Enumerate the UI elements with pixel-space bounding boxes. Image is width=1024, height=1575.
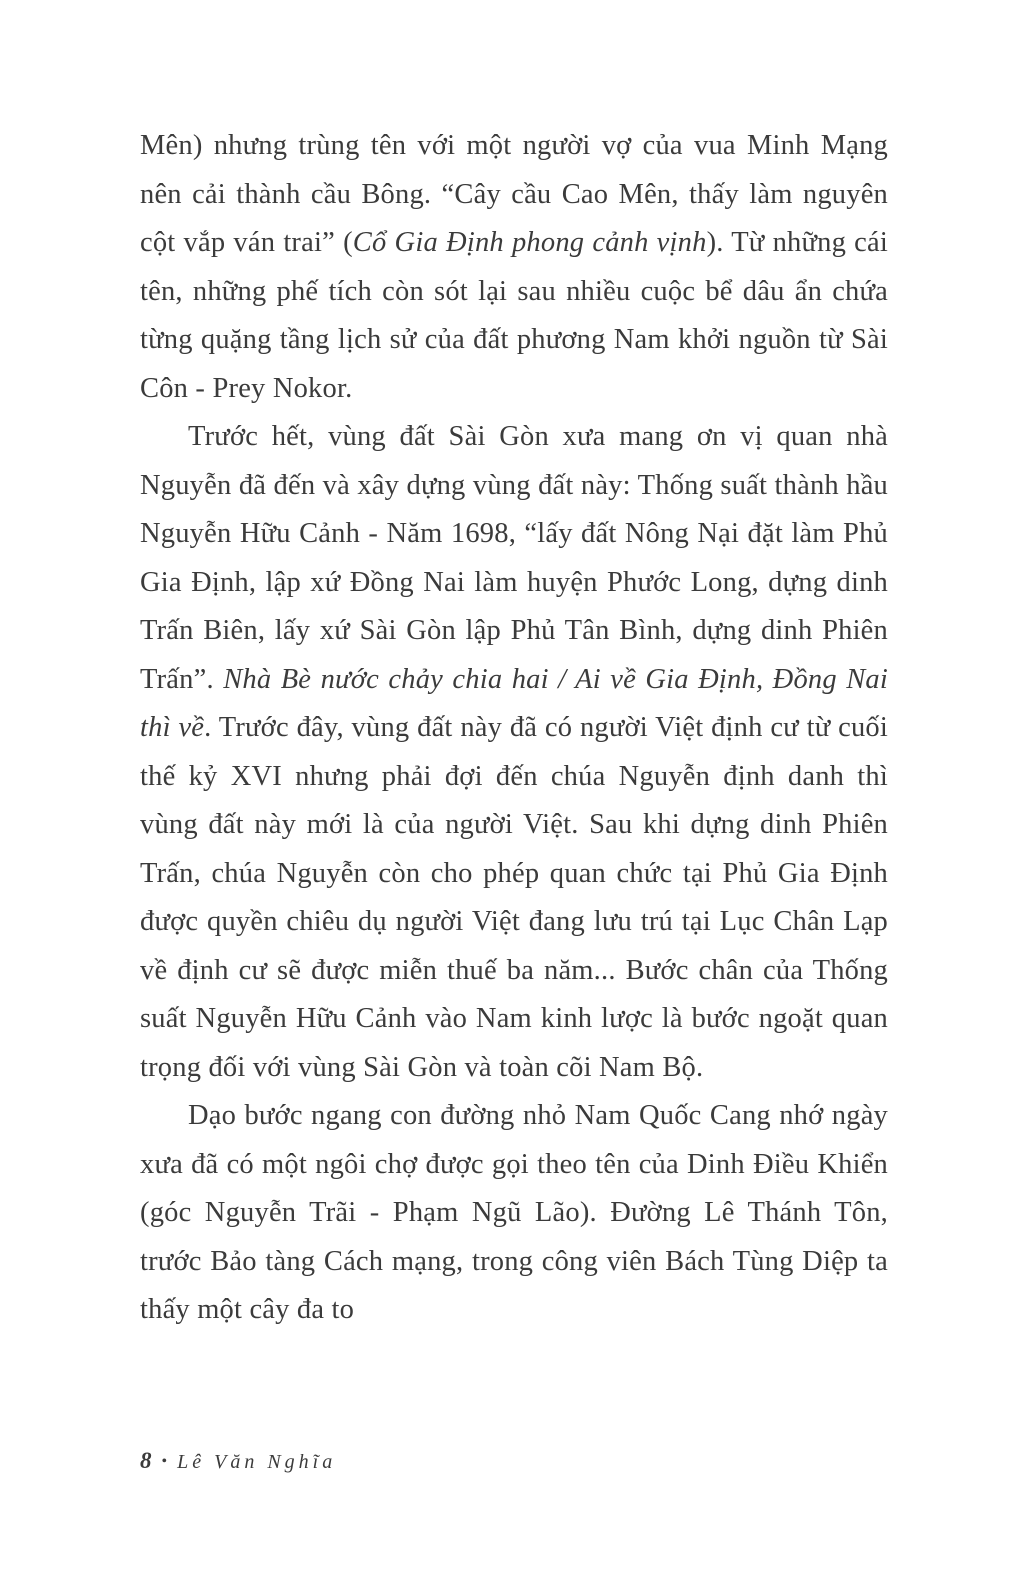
text-segment: Dạo bước ngang con đường nhỏ Nam Quốc Cang nhớ ngày xưa đã có một ngôi chợ được gọi theo tên của Dinh Điều Khiển (góc Nguyễn Trãi - Phạm Ngũ Lão). Đường Lê Thánh Tôn, trước Bảo tàng Cách mạng, trong công viên Bách Tùng Diệp ta thấy một cây đa to: [140, 1100, 888, 1325]
text-segment: Nhà Bè nước chảy chia hai / Ai về Gia Định, Đồng Nai thì về: [140, 663, 888, 743]
paragraph: [140, 1092, 888, 1335]
author-name: Lê Văn Nghĩa: [177, 1451, 337, 1473]
text-segment: Mên) nhưng trùng tên với một người vợ của vua Minh Mạng nên cải thành cầu Bông. “Cây cầu Cao Mên, thấy làm nguyên cột vắp ván trai” (: [140, 130, 888, 258]
body-text: [140, 122, 888, 1335]
paragraph: [140, 122, 888, 413]
text-segment: ). Từ những cái tên, những phế tích còn sót lại sau nhiều cuộc bể dâu ẩn chứa từng quặng tầng lịch sử của đất phương Nam khởi nguồn từ Sài Côn - Prey Nokor.: [140, 227, 888, 404]
footer-separator: •: [161, 1453, 168, 1470]
text-segment: Cổ Gia Định phong cảnh vịnh: [352, 227, 707, 258]
text-segment: . Trước đây, vùng đất này đã có người Việt định cư từ cuối thế kỷ XVI nhưng phải đợi đến chúa Nguyễn định danh thì vùng đất này mới là của người Việt. Sau khi dựng dinh Phiên Trấn, chúa Nguyễn còn cho phép quan chức tại Phủ Gia Định được quyền chiêu dụ người Việt đang lưu trú tại Lục Chân Lạp về định cư sẽ được miễn thuế ba năm... Bước chân của Thống suất Nguyễn Hữu Cảnh vào Nam kinh lược là bước ngoặt quan trọng đối với vùng Sài Gòn và toàn cõi Nam Bộ.: [140, 712, 888, 1083]
paragraph: [140, 413, 888, 1092]
text-segment: Trước hết, vùng đất Sài Gòn xưa mang ơn vị quan nhà Nguyễn đã đến và xây dựng vùng đất này: Thống suất thành hầu Nguyễn Hữu Cảnh - Năm 1698, “lấy đất Nông Nại đặt làm Phủ Gia Định, lập xứ Đồng Nai làm huyện Phước Long, dựng dinh Trấn Biên, lấy xứ Sài Gòn lập Phủ Tân Bình, dựng dinh Phiên Trấn”.: [140, 421, 888, 695]
page-footer: [140, 1448, 336, 1474]
page-number: 8: [140, 1448, 152, 1473]
